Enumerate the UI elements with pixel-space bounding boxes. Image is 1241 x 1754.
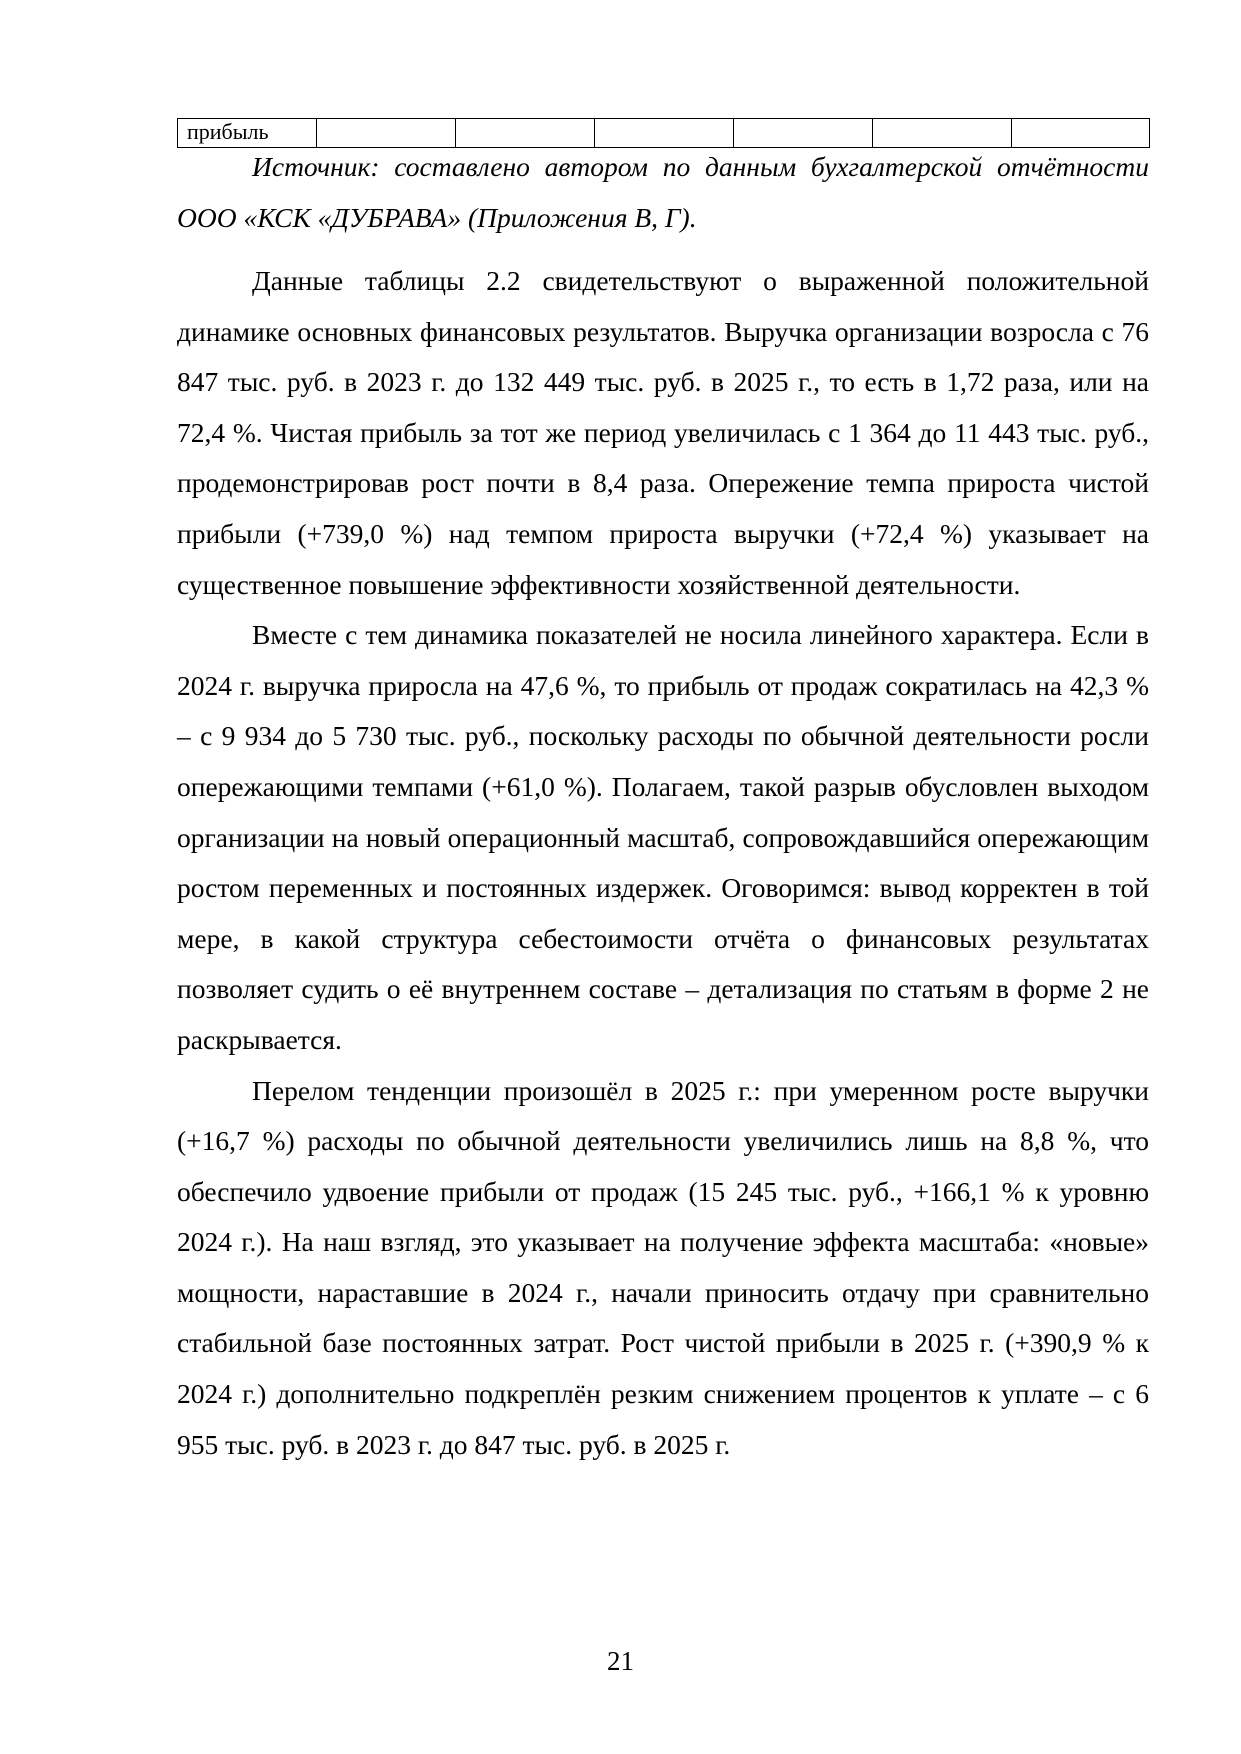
paragraph: Данные таблицы 2.2 свидетельствуют о выраженной положительной динамике основных финансовых результатов. Выручка организации возросла с 76 847 тыс. руб. в 2023 г. до 132 449 тыс. руб. в 2025 г., то есть в 1,72 раза, или на 72,4 %. Чистая прибыль за тот же период увеличилась с 1 364 до 11 443 тыс. руб., продемонстрировав рост почти в 8,4 раза. Опережение темпа прироста чистой прибыли (+739,0 %) над темпом прироста выручки (+72,4 %) указывает на существенное повышение эффективности хозяйственной деятельности. xyxy=(177,265,1149,600)
paragraph: Вместе с тем динамика показателей не носила линейного характера. Если в 2024 г. выручка приросла на 47,6 %, то прибыль от продаж сократилась на 42,3 % – с 9 934 до 5 730 тыс. руб., поскольку расходы по обычной деятельности росли опережающими темпами (+61,0 %). Полагаем, такой разрыв обусловлен выходом организации на новый операционный масштаб, сопровождавшийся опережающим ростом переменных и постоянных издержек. Оговоримся: вывод корректен в той мере, в какой структура себестоимости отчёта о финансовых результатах позволяет судить о её внутреннем составе – детализация по статьям в форме 2 не раскрывается. xyxy=(177,619,1149,1055)
paragraph: Перелом тенденции произошёл в 2025 г.: при умеренном росте выручки (+16,7 %) расходы по обычной деятельности увеличились лишь на 8,8 %, что обеспечило удвоение прибыли от продаж (15 245 тыс. руб., +166,1 % к уровню 2024 г.). На наш взгляд, это указывает на получение эффекта масштаба: «новые» мощности, нараставшие в 2024 г., начали приносить отдачу при сравнительно стабильной базе постоянных затрат. Рост чистой прибыли в 2025 г. (+390,9 % к 2024 г.) дополнительно подкреплён резким снижением процентов к уплате – с 6 955 тыс. руб. в 2023 г. до 847 тыс. руб. в 2025 г. xyxy=(177,1074,1149,1460)
table-cell-label: прибыль xyxy=(178,119,317,148)
table-source-note: Источник: составлено автором по данным бухгалтерской отчётности ООО «КСК «ДУБРАВА» (Приложения В, Г). xyxy=(177,151,1149,233)
page-number: 21 xyxy=(607,1646,634,1676)
body-text xyxy=(177,256,1149,1470)
